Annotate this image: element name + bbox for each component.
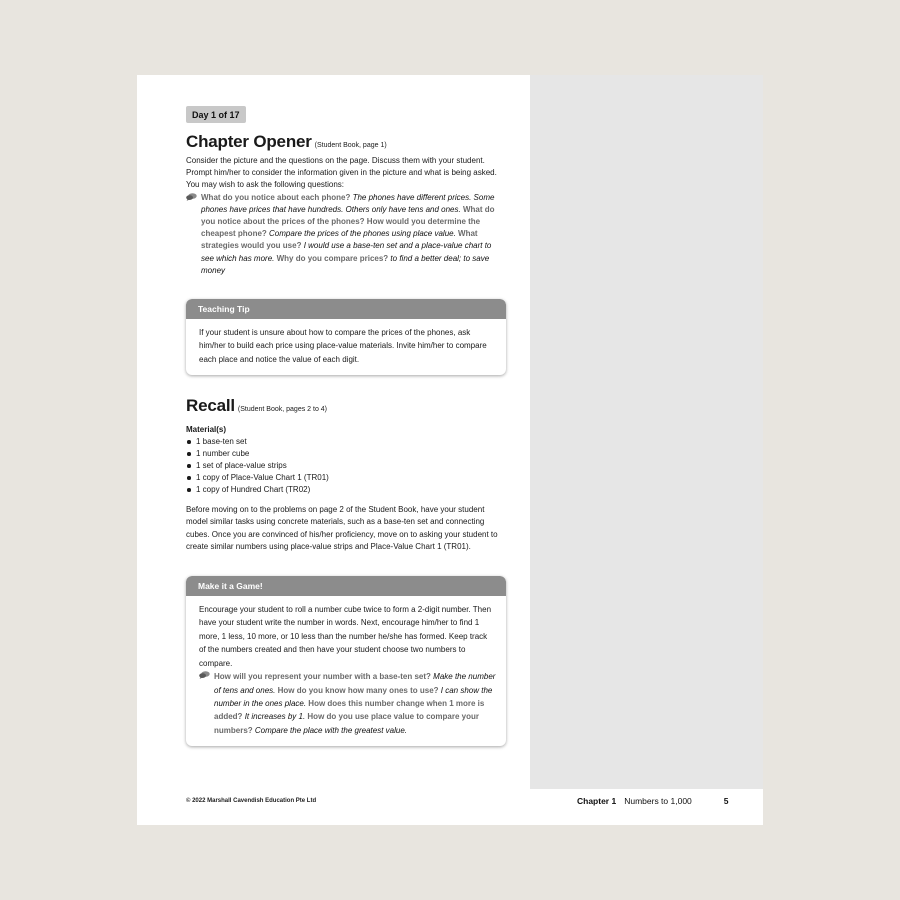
game-q1: How will you represent your number with a base-ten set? [214,672,431,682]
game-box [186,576,506,746]
teaching-tip-text: If your student is unsure about how to compare the prices of the phones, ask him/her to build each price using place-value materials. Invite him/her to compare each place and notice the value of each digit. [199,328,487,364]
chapter-opener-heading [186,133,506,151]
opener-a3: I would use a base-ten set and a place-value chart to see which has more. [201,241,492,263]
teaching-tip-header: Teaching Tip [186,299,506,319]
game-questions [199,670,496,737]
recall-ref: (Student Book, pages 2 to 4) [237,406,328,414]
recall-title: Recall [186,396,235,416]
materials-list [186,436,506,496]
game-header: Make it a Game! [186,576,506,596]
teaching-tip-box [186,299,506,375]
game-text: Encourage your student to roll a number cube twice to form a 2-digit number. Then have your student write the number in words. Next, encourage him/her to find 1 more, 1 less, 10 more, or 10 less than the number he/she has formed. Keep track of the numbers created and then have your student choose two numbers to compare. [199,605,492,668]
workbook-page [137,75,763,825]
footer-topic: Numbers to 1,000 [624,796,692,806]
list-item: 1 copy of Place-Value Chart 1 (TR01) [186,472,506,484]
copyright-text: © 2022 Marshall Cavendish Education Pte Ltd [186,798,317,804]
game-q3: How does this number change when 1 more is added? [214,698,485,722]
game-content [186,596,506,746]
opener-a2: Compare the prices of the phones using place value. [269,229,456,239]
margin-panel [530,75,763,789]
page-content [186,105,506,746]
list-item: 1 copy of Hundred Chart (TR02) [186,484,506,496]
list-item: 1 number cube [186,448,506,460]
opener-a4: to find a better deal; to save money [201,253,490,275]
game-a2: I can show the number in the ones place. [214,685,493,708]
opener-q3: What strategies would you use? [201,229,478,251]
opener-q2: What do you notice about the prices of the phones? How would you determine the cheapest phone? [201,204,495,239]
opener-q4: Why do you compare prices? [276,253,389,263]
footer-chapter: Chapter 1 [577,796,617,806]
game-q2: How do you know how many ones to use? [277,685,439,695]
page-footer [577,796,729,806]
chapter-opener-title: Chapter Opener [186,132,312,151]
game-a1: Make the number of tens and ones. [214,672,496,695]
recall-body: Before moving on to the problems on page 2 of the Student Book, have your student model similar tasks using concrete materials, such as a base-ten set and connecting cubes. Once you are convinced of his/her proficiency, move on to asking your student to create similar numbers using place-value strips and Place-Value Chart 1 (TR01). [186,505,498,551]
opener-a1: The phones have different prices. Some phones have prices that have hundreds. Others only have tens and ones. [201,192,495,214]
chapter-opener-ref: (Student Book, page 1) [314,142,387,149]
chapter-opener-intro: Consider the picture and the questions on the page. Discuss them with your student. Prompt him/her to consider the information given in the picture and what is being asked. You may wish to ask the following questions: [186,156,497,190]
recall-heading [186,397,506,415]
opener-q1: What do you notice about each phone? [201,192,351,202]
opener-questions [186,192,506,277]
speech-bubbles-icon [186,193,197,201]
list-item: 1 set of place-value strips [186,460,506,472]
speech-bubbles-icon [199,671,210,679]
game-a3: It increases by 1. [244,712,306,722]
list-item: 1 base-ten set [186,436,506,448]
game-q4: How do you use place value to compare your numbers? [214,712,480,735]
page-number: 5 [723,796,729,806]
materials-title: Material(s) [186,425,227,435]
game-a4: Compare the place with the greatest value. [254,725,407,735]
day-badge: Day 1 of 17 [186,106,246,123]
